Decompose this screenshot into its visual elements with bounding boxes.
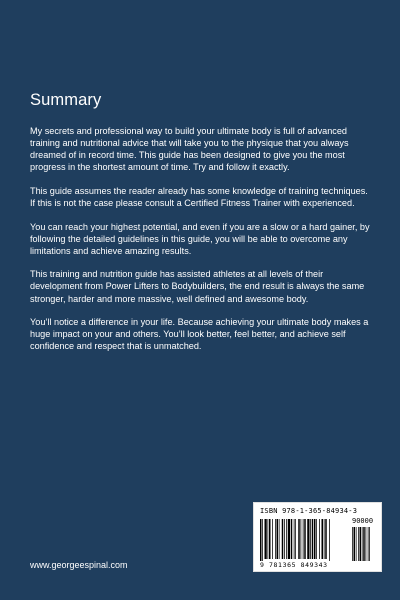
summary-heading: Summary [30,91,102,109]
summary-paragraph: This training and nutrition guide has assisted athletes at all levels of their development from Power Lifters to Bodybuilders, the end result is always the same stronger, harder and more massive, well defined and awesome body. [30,269,365,304]
barcode-addon: 90000 [352,517,374,525]
website-url: www.georgeespinal.com [30,560,128,570]
barcode-digits: 9 781365 849343 [260,561,328,569]
isbn-label: ISBN 978-1-365-84934-3 [260,507,358,515]
summary-paragraph: You can reach your highest potential, and even if you are a slow or a hard gainer, by following the detailed guidelines in this guide, you will be able to overcome any limitations and achieve amazing results. [30,221,370,256]
summary-paragraph: My secrets and professional way to build your ultimate body is full of advanced training and nutritional advice that will take you to the physique that you always dreamed of in record time. This guide has been designed to give you the most progress in the shortest amount of time. Try and follow it exactly. [30,126,349,173]
isbn-barcode [253,502,382,572]
summary-body [30,125,375,364]
summary-paragraph: You’ll notice a difference in your life. Because achieving your ultimate body makes a huge impact on your and others. You’ll look better, feel better, and achieve self confidence and respect that is unmatched. [30,317,369,352]
summary-paragraph: This guide assumes the reader already has some knowledge of training techniques. If this is not the case please consult a Certified Fitness Trainer with experienced. [30,185,368,208]
